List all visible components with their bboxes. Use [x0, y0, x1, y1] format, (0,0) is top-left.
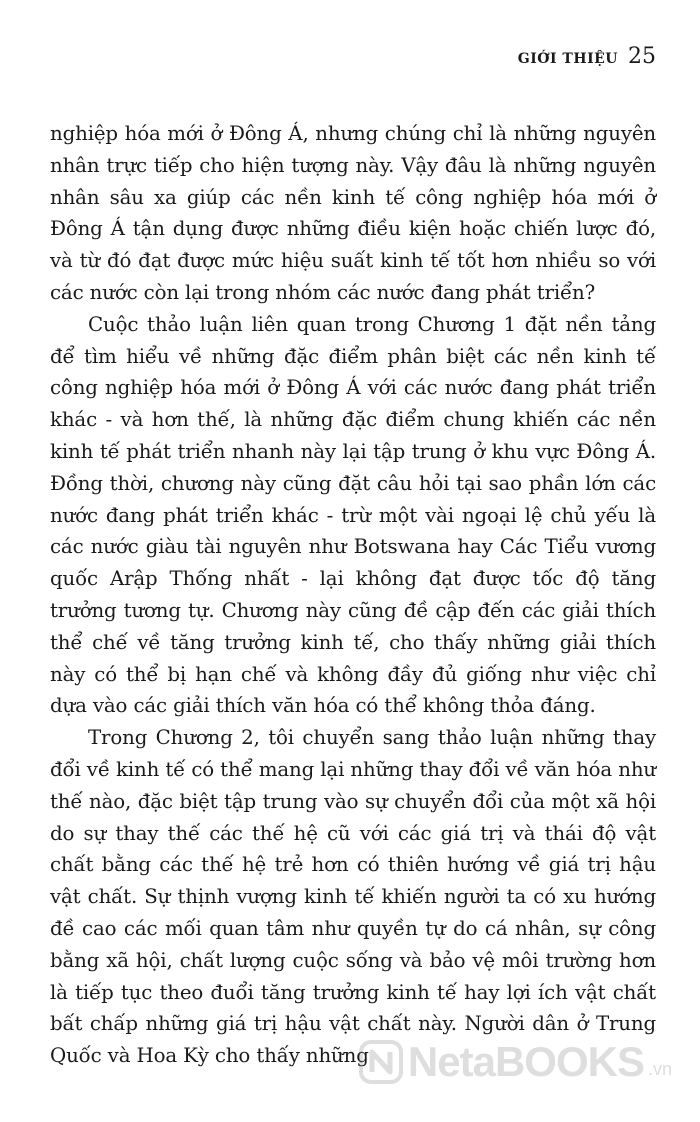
watermark-suffix: .vn	[647, 1059, 672, 1079]
section-title: GIỚI THIỆU	[517, 51, 618, 67]
body-text	[50, 118, 656, 1072]
paragraph-continued: nghiệp hóa mới ở Đông Á, nhưng chúng chỉ là những nguyên nhân trực tiếp cho hiện tượng này. Vậy đâu là những nguyên nhân sâu xa giúp các nền kinh tế công nghiệp hóa mới ở Đông Á tận dụng được những điều kiện hoặc chiến lược đó, và từ đó đạt được mức hiệu suất kinh tế tốt hơn nhiều so với các nước còn lại trong nhóm các nước đang phát triển?	[50, 122, 656, 304]
paragraph-chapter-2: Trong Chương 2, tôi chuyển sang thảo luận những thay đổi về kinh tế có thể mang lại những thay đổi về văn hóa như thế nào, đặc biệt tập trung vào sự chuyển đổi của một xã hội do sự thay thế các thế hệ cũ với các giá trị và thái độ vật chất bằng các thế hệ trẻ hơn có thiên hướng về giá trị hậu vật chất. Sự thịnh vượng kinh tế khiến người ta có xu hướng đề cao các mối quan tâm như quyền tự do cá nhân, sự công bằng xã hội, chất lượng cuộc sống và bảo vệ môi trường hơn là tiếp tục theo đuổi tăng trưởng kinh tế hay lợi ích vật chất bất chấp những giá trị hậu vật chất này. Người dân ở Trung Quốc và Hoa Kỳ cho thấy những	[50, 726, 656, 1068]
paragraph-chapter-1: Cuộc thảo luận liên quan trong Chương 1 đặt nền tảng để tìm hiểu về những đặc điểm phân biệt các nền kinh tế công nghiệp hóa mới ở Đông Á với các nước đang phát triển khác - và hơn thế, là những đặc điểm chung khiến các nền kinh tế phát triển nhanh này lại tập trung ở khu vực Đông Á. Đồng thời, chương này cũng đặt câu hỏi tại sao phần lớn các nước đang phát triển khác - trừ một vài ngoại lệ chủ yếu là các nước giàu tài nguyên như Botswana hay Các Tiểu vương quốc Arập Thống nhất - lại không đạt được tốc độ tăng trưởng tương tự. Chương này cũng đề cập đến các giải thích thể chế về tăng trưởng kinh tế, cho thấy những giải thích này có thể bị hạn chế và không đầy đủ giống như việc chỉ dựa vào các giải thích văn hóa có thể không thỏa đáng.	[50, 312, 656, 718]
running-head	[518, 44, 656, 69]
page-number: 25	[628, 44, 656, 69]
watermark-brand: NetaBOOKS	[407, 1038, 644, 1085]
